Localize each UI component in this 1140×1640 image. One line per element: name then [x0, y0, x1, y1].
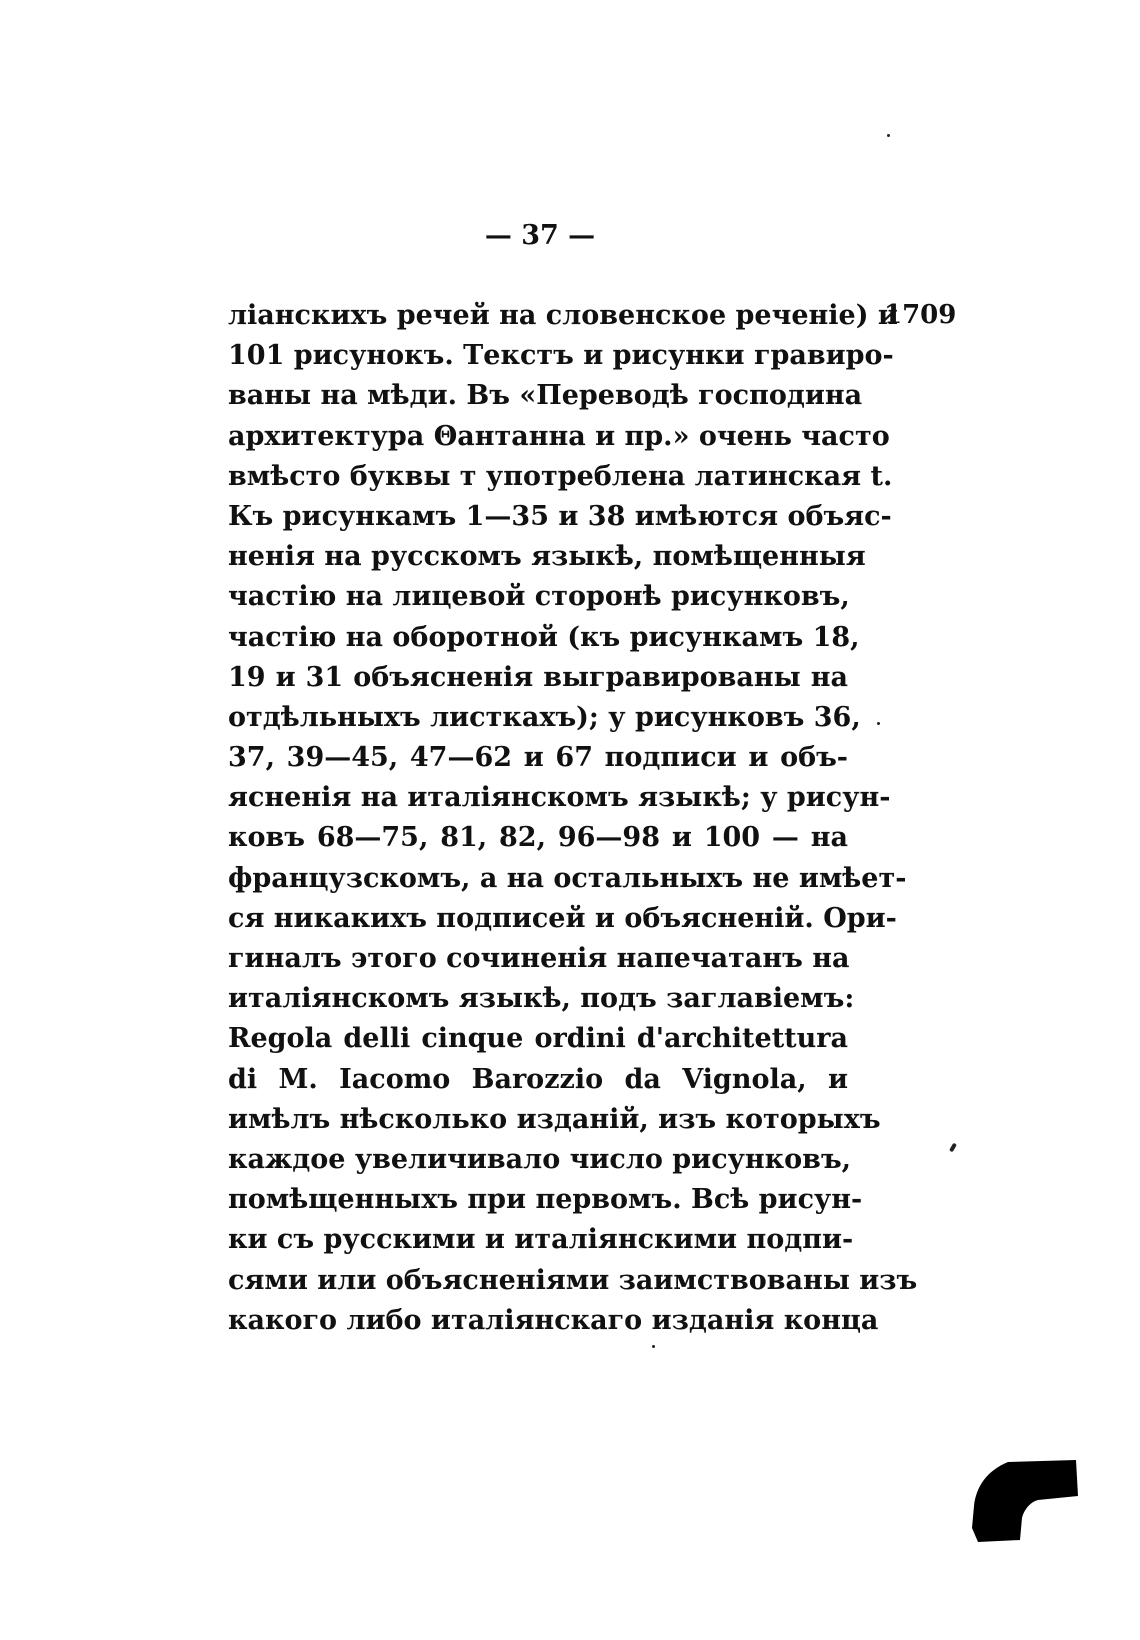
text-line: 37, 39—45, 47—62 и 67 подписи и объ-	[228, 742, 848, 774]
text-line: италіянскомъ языкѣ, подъ заглавіемъ:	[228, 983, 855, 1015]
scan-speck	[949, 1143, 957, 1153]
text-line: имѣлъ нѣсколько изданій, изъ которыхъ	[228, 1103, 881, 1135]
scan-speck	[887, 134, 890, 137]
text-line: ся никакихъ подписей и объясненій. Ори-	[228, 902, 897, 934]
text-line: вмѣсто буквы т употреблена латинская t.	[228, 460, 893, 492]
body-text	[228, 296, 918, 1341]
text-line: ясненія на италіянскомъ языкѣ; у рисун-	[228, 782, 891, 814]
text-line: 19 и 31 объясненія выгравированы на	[228, 661, 848, 693]
text-line: сями или объясненіями заимствованы изъ	[228, 1264, 918, 1296]
text-line: отдѣльныхъ листкахъ); у рисунковъ 36,	[228, 701, 861, 733]
text-line: французскомъ, а на остальныхъ не имѣет-	[228, 862, 907, 894]
text-line: ненія на русскомъ языкѣ, помѣщенныя	[228, 541, 866, 573]
text-line: ваны на мѣди. Въ «Переводѣ господина	[228, 380, 863, 412]
page-number: — 37 —	[484, 220, 596, 251]
text-line: помѣщенныхъ при первомъ. Всѣ рисун-	[228, 1184, 863, 1216]
scan-speck	[652, 1345, 655, 1348]
text-line: частію на лицевой сторонѣ рисунковъ,	[228, 581, 850, 613]
text-line: ковъ 68—75, 81, 82, 96—98 и 100 — на	[228, 822, 848, 854]
scan-speck	[877, 722, 880, 725]
text-line: каждое увеличивало число рисунковъ,	[228, 1143, 852, 1175]
text-line: какого либо италіянскаго изданія конца	[228, 1304, 879, 1336]
text-line: ліанскихъ речей на словенское реченіе) и	[228, 300, 898, 331]
text-line: архитектура Θантанна и пр.» очень часто	[228, 420, 890, 452]
text-line: 101 рисунокъ. Текстъ и рисунки гравиро-	[228, 340, 894, 372]
text-line: частію на оборотной (къ рисункамъ 18,	[228, 621, 860, 653]
text-line: ки съ русскими и италіянскими подпи-	[228, 1224, 854, 1256]
margin-year: 1709	[884, 300, 957, 330]
text-line: гиналъ этого сочиненія напечатанъ на	[228, 943, 850, 974]
ink-blot-mark	[968, 1456, 1078, 1542]
text-line: Къ рисункамъ 1—35 и 38 имѣются объяс-	[228, 500, 892, 532]
text-line: di M. Iacomo Barozzio da Vignola, и	[228, 1063, 848, 1095]
text-line: Regola delli cinque ordini d'architettura	[228, 1023, 848, 1055]
